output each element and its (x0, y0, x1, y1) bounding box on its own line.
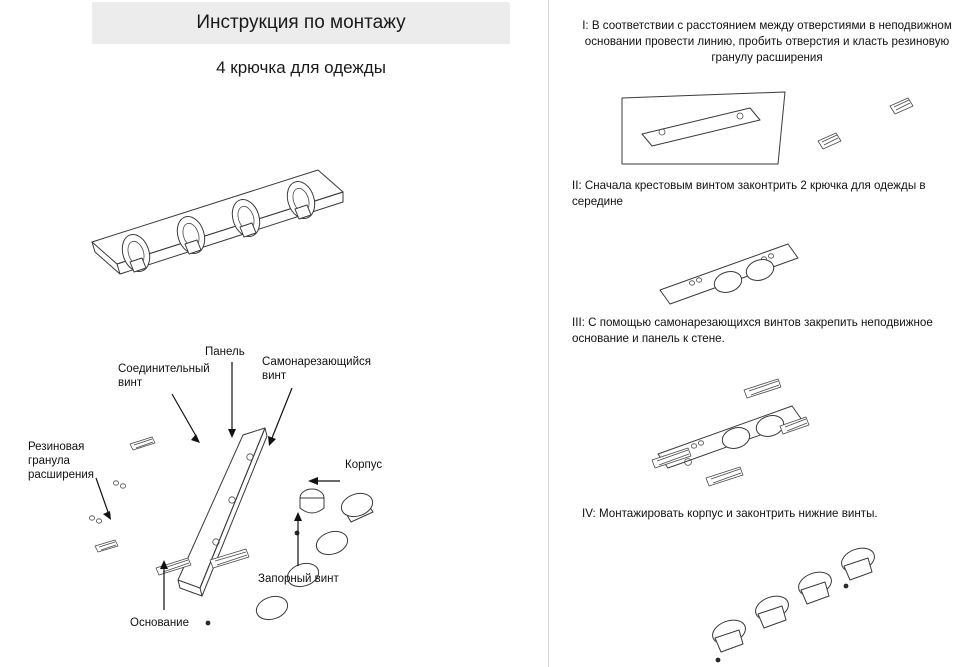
page-title: Инструкция по монтажу (196, 12, 406, 33)
label-base: Основание (130, 617, 189, 629)
step-3-text: III: С помощью самонарезающихся винтов закрепить неподвижное основание и панель к стене. (572, 316, 933, 345)
label-connecting-screw: Соединительный винт (118, 363, 210, 389)
step-2-text: II: Сначала крестовым винтом законтрить 2 крючка для одежды в середине (572, 179, 926, 208)
label-body: Корпус (345, 459, 383, 471)
step-1-text: I: В соответствии с расстоянием между отверстиями в неподвижном основании провести линию, пробить отверстия и класть резиновую гранулу расширения (582, 19, 952, 64)
step-4-text: IV: Монтажировать корпус и законтрить нижние винты. (582, 507, 878, 520)
step-1-illustration (600, 86, 940, 176)
label-self-tapping-screw: Самонарезающийся винт (262, 356, 371, 382)
label-panel: Панель (205, 346, 245, 358)
step-2-illustration (640, 228, 920, 308)
page-subtitle: 4 крючка для одежды (216, 58, 386, 77)
exploded-view-illustration (60, 400, 460, 650)
assembled-rack-illustration (60, 140, 440, 300)
step-4-illustration (650, 536, 940, 656)
label-locking-screw: Запорный винт (258, 573, 339, 585)
column-divider (548, 0, 549, 667)
label-rubber-expansion-granule: Резиновая гранула расширения (28, 441, 94, 481)
step-3-illustration (640, 368, 940, 488)
title-banner (92, 2, 510, 44)
